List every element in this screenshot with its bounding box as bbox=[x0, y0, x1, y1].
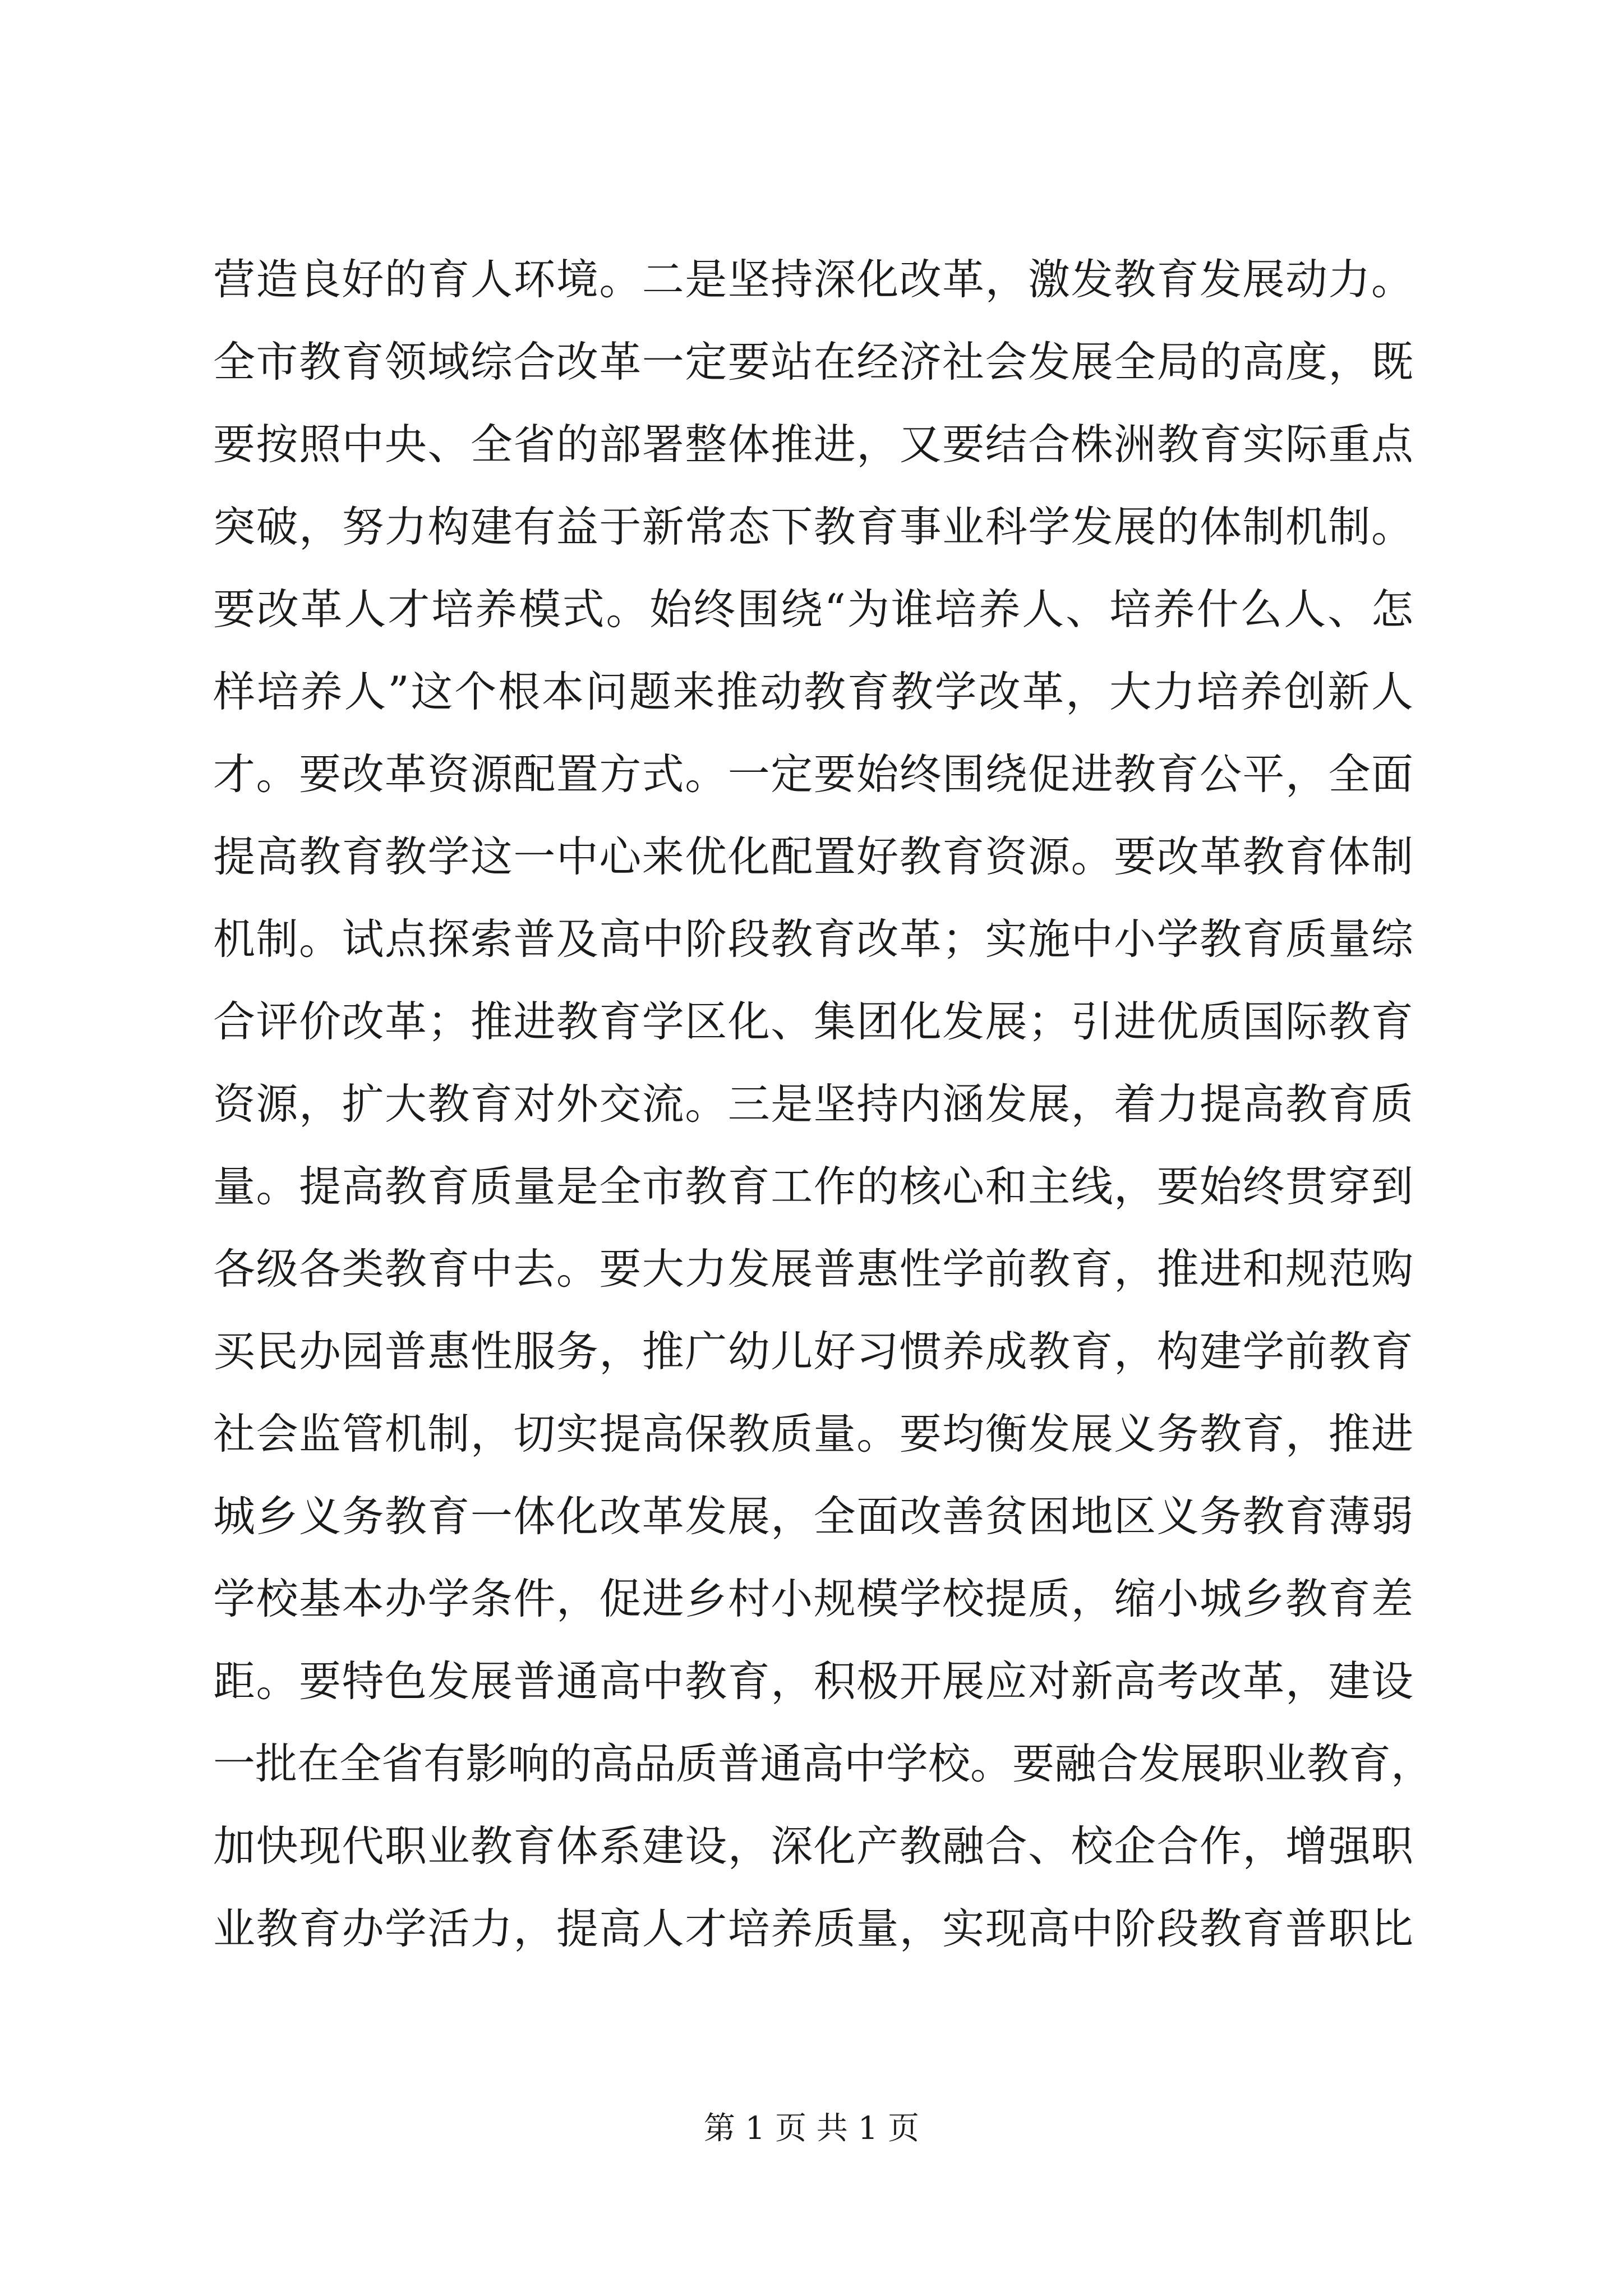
text-line: 合评价改革；推进教育学区化、集团化发展；引进优质国际教育 bbox=[213, 997, 1413, 1046]
text-line: 距。要特色发展普通高中教育，积极开展应对新高考改革，建设 bbox=[213, 1657, 1413, 1706]
page-number: 第 1 页 共 1 页 bbox=[703, 2110, 920, 2147]
text-line: 社会监管机制，切实提高保教质量。要均衡发展义务教育，推进 bbox=[213, 1409, 1413, 1458]
text-line: 城乡义务教育一体化改革发展，全面改善贫困地区义务教育薄弱 bbox=[213, 1492, 1413, 1541]
text-line: 买民办园普惠性服务，推广幼儿好习惯养成教育，构建学前教育 bbox=[213, 1327, 1413, 1376]
text-line: 学校基本办学条件，促进乡村小规模学校提质，缩小城乡教育差 bbox=[213, 1574, 1413, 1623]
body-text bbox=[213, 238, 1433, 1970]
text-line: 样培养人”这个根本问题来推动教育教学改革，大力培养创新人 bbox=[213, 667, 1413, 716]
text-line: 一批在全省有影响的高品质普通高中学校。要融合发展职业教育， bbox=[213, 1739, 1433, 1788]
text-line: 全市教育领域综合改革一定要站在经济社会发展全局的高度，既 bbox=[213, 337, 1413, 386]
text-line: 各级各类教育中去。要大力发展普惠性学前教育，推进和规范购 bbox=[213, 1244, 1413, 1294]
text-line: 营造良好的育人环境。二是坚持深化改革，激发教育发展动力。 bbox=[213, 255, 1413, 304]
text-line: 加快现代职业教育体系建设，深化产教融合、校企合作，增强职 bbox=[213, 1821, 1413, 1871]
text-line: 突破，努力构建有益于新常态下教育事业科学发展的体制机制。 bbox=[213, 502, 1413, 551]
text-line: 才。要改革资源配置方式。一定要始终围绕促进教育公平，全面 bbox=[213, 749, 1413, 799]
text-line: 量。提高教育质量是全市教育工作的核心和主线，要始终贯穿到 bbox=[213, 1162, 1413, 1211]
text-line: 要改革人才培养模式。始终围绕“为谁培养人、培养什么人、怎 bbox=[213, 585, 1413, 634]
text-line: 业教育办学活力，提高人才培养质量，实现高中阶段教育普职比 bbox=[213, 1904, 1413, 1953]
page-footer bbox=[0, 2106, 1623, 2151]
text-line: 机制。试点探索普及高中阶段教育改革；实施中小学教育质量综 bbox=[213, 914, 1413, 964]
text-line: 要按照中央、全省的部署整体推进，又要结合株洲教育实际重点 bbox=[213, 420, 1413, 469]
text-line: 资源，扩大教育对外交流。三是坚持内涵发展，着力提高教育质 bbox=[213, 1079, 1413, 1129]
text-line: 提高教育教学这一中心来优化配置好教育资源。要改革教育体制 bbox=[213, 832, 1413, 881]
